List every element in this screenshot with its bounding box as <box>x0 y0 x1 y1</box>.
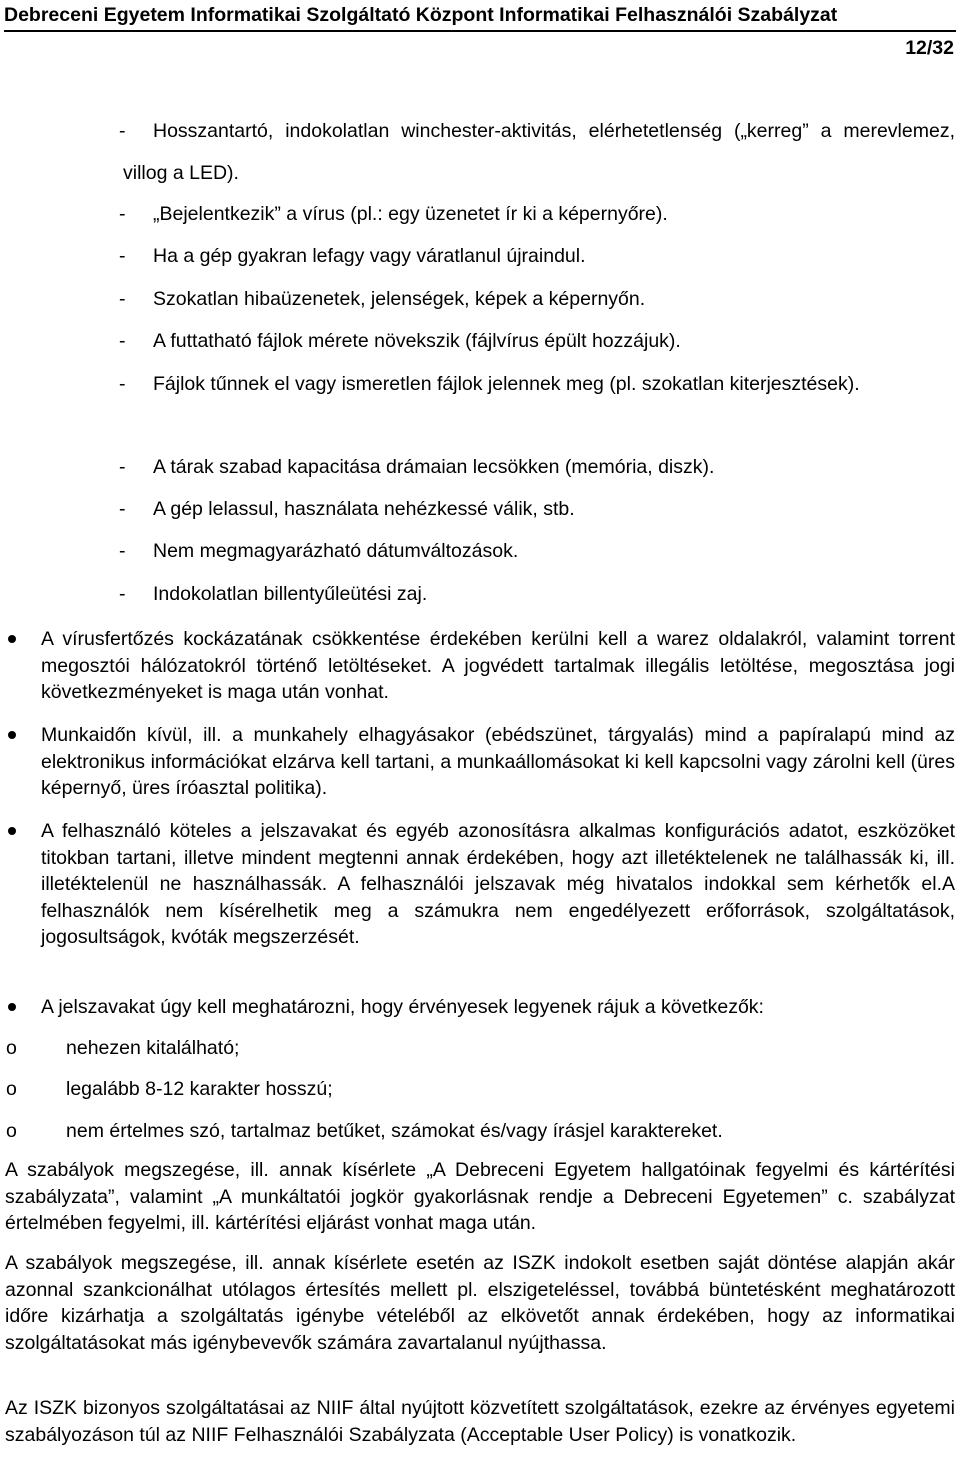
dash-marker: - <box>119 203 126 225</box>
dash-marker: - <box>119 245 126 267</box>
sub-list-item <box>6 1035 955 1061</box>
sub-item-text: legalább 8-12 karakter hosszú; <box>66 1078 333 1100</box>
header-rule <box>4 30 956 32</box>
dash-list-item <box>119 446 955 488</box>
dash-list-item <box>119 193 955 235</box>
document-header-title: Debreceni Egyetem Informatikai Szolgáltató Központ Informatikai Felhasználói Szabályzat <box>4 4 838 26</box>
dash-list-item <box>119 278 955 320</box>
dash-item-text: Hosszantartó, indokolatlan winchester-aktivitás, elérhetetlenség („kerreg” a merevlemez, villog a LED). <box>123 120 955 184</box>
sub-item-text: nehezen kitalálható; <box>66 1037 240 1059</box>
dash-list-item <box>119 235 955 277</box>
bullet-icon <box>8 731 16 739</box>
bullet-icon <box>8 635 16 643</box>
dash-list-item <box>119 488 955 530</box>
sub-item-text: nem értelmes szó, tartalmaz betűket, számokat és/vagy írásjel karaktereket. <box>66 1120 723 1142</box>
dash-item-text: Szokatlan hibaüzenetek, jelenségek, képek a képernyőn. <box>153 288 646 310</box>
circle-bullet-marker: o <box>6 1120 17 1142</box>
sub-list-item <box>6 1076 955 1102</box>
dash-item-text: Fájlok tűnnek el vagy ismeretlen fájlok jelennek meg (pl. szokatlan kiterjesztések). <box>153 373 860 395</box>
circle-bullet-marker: o <box>6 1037 17 1059</box>
dash-item-text: A gép lelassul, használata nehézkessé válik, stb. <box>153 498 575 520</box>
dash-item-text: A tárak szabad kapacitása drámaian lecsökken (memória, diszk). <box>153 456 715 478</box>
dash-list-item <box>119 320 955 362</box>
bullet-text: Munkaidőn kívül, ill. a munkahely elhagyásakor (ebédszünet, tárgyalás) mind a papíralapú mind az elektronikus információkat elzárva kell tartani, a munkaállomásokat ki kell kapcsolni vagy zárolni kell (üres képernyő, üres íróasztal politika). <box>41 724 955 799</box>
dash-list-item <box>119 110 955 194</box>
circle-bullet-marker: o <box>6 1078 17 1100</box>
dash-list-item <box>119 363 955 405</box>
bullet-icon <box>8 827 16 835</box>
dash-item-text: „Bejelentkezik” a vírus (pl.: egy üzenetet ír ki a képernyőre). <box>153 203 668 225</box>
dash-list-item <box>119 530 955 572</box>
dash-item-text: Nem megmagyarázható dátumváltozások. <box>153 540 519 562</box>
bullet-text: A jelszavakat úgy kell meghatározni, hogy érvényesek legyenek rájuk a következők: <box>41 996 764 1018</box>
dash-list-item <box>119 573 955 615</box>
dash-marker: - <box>119 330 126 352</box>
bullet-text: A vírusfertőzés kockázatának csökkentése érdekében kerülni kell a warez oldalakról, valamint torrent megosztói hálózatokról történő letöltéseket. A jogvédett tartalmak illegális letöltése, megosztása jogi következményeket is maga után vonhat. <box>41 628 955 703</box>
bullet-item <box>41 722 955 802</box>
dash-item-text: Indokolatlan billentyűleütési zaj. <box>153 583 428 605</box>
paragraph: A szabályok megszegése, ill. annak kísérlete esetén az ISZK indokolt esetben saját döntése alapján akár azonnal szankcionálhat utólagos értesítés mellett pl. elszigeteléssel, továbbá büntetésként meghatározott időre kizárhatja a szolgáltatás igénybe vételéből az elkövetőt annak érdekében, hogy az informatikai szolgáltatásokat más igénybevevők számára zavartalanul nyújthassa. <box>5 1252 955 1354</box>
dash-marker: - <box>119 540 126 562</box>
bullet-item <box>41 818 955 951</box>
bullet-item <box>41 994 955 1021</box>
sub-list-item <box>6 1118 955 1144</box>
dash-marker: - <box>119 288 126 310</box>
dash-item-text: Ha a gép gyakran lefagy vagy váratlanul újraindul. <box>153 245 586 267</box>
bullet-text: A felhasználó köteles a jelszavakat és egyéb azonosításra alkalmas konfigurációs adatot, eszközöket titokban tartani, illetve mindent megtenni annak érdekében, hogy azt illetéktelenek ne találhassák ki, ill. illetéktelenül ne használhassák. A felhasználói jelszavak még hivatalos indokkal sem kérhetők el.A felhasználók nem kísérelhetik meg a számukra nem engedélyezett erőforrások, szolgáltatások, jogosultságok, kvóták megszerzését. <box>41 820 955 948</box>
dash-marker: - <box>119 456 126 478</box>
dash-marker: - <box>119 120 126 142</box>
dash-marker: - <box>119 498 126 520</box>
dash-item-text: A futtatható fájlok mérete növekszik (fájlvírus épült hozzájuk). <box>153 330 681 352</box>
dash-marker: - <box>119 373 126 395</box>
bullet-icon <box>8 1003 16 1011</box>
paragraph: Az ISZK bizonyos szolgáltatásai az NIIF által nyújtott közvetített szolgáltatások, ezekre az érvényes egyetemi szabályozáson túl az NIIF Felhasználói Szabályzata (Acceptable User Policy) is vonatkozik. <box>5 1397 955 1446</box>
page-number: 12/32 <box>905 37 954 59</box>
bullet-item <box>41 626 955 706</box>
paragraph: A szabályok megszegése, ill. annak kísérlete „A Debreceni Egyetem hallgatóinak fegyelmi és kártérítési szabályzata”, valamint „A munkáltatói jogkör gyakorlásnak rendje a Debreceni Egyetemen” c. szabályzat értelmében fegyelmi, ill. kártérítési eljárást vonhat maga után. <box>5 1159 955 1234</box>
dash-marker: - <box>119 583 126 605</box>
